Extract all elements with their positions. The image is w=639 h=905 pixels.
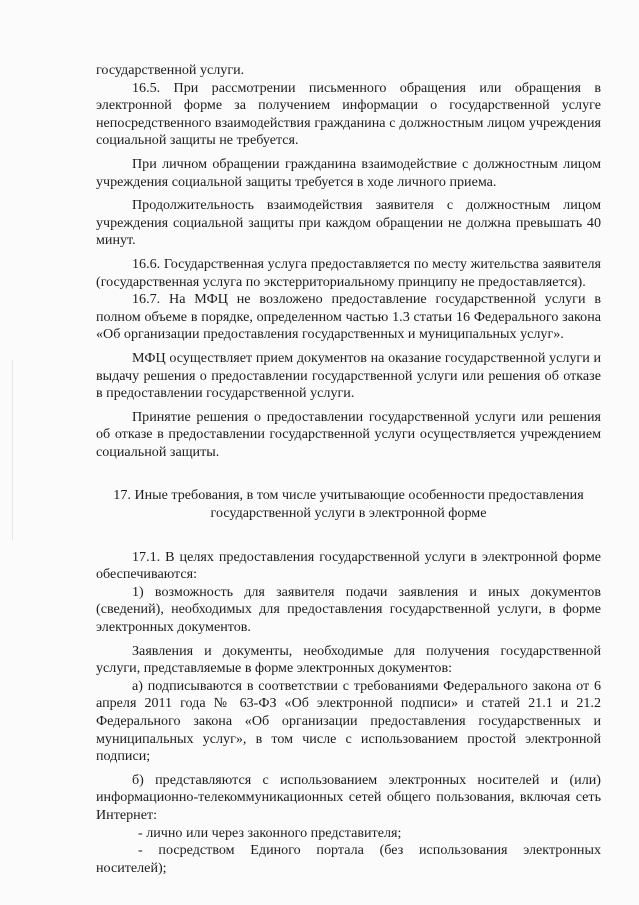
list-item-unified-portal: - посредством Единого портала (без использования электронных носителей); (96, 842, 601, 876)
paragraph-17-1-item-1: 1) возможность для заявителя подачи заявления и иных документов (сведений), необходимых для предоставления государственной услуги, в форме электронных документов. (96, 583, 601, 636)
list-item-in-person: - лично или через законного представителя; (138, 824, 402, 841)
paragraph-mfc-documents: МФЦ осуществляет прием документов на оказание государственной услуги и выдачу решения о предоставлении государственной услуги или решения об отказе в предоставлении государственной услуги. (96, 349, 601, 402)
paragraph-17-1: 17.1. В целях предоставления государственной услуги в электронной форме обеспечиваются: (96, 548, 601, 583)
paragraph-16-7: 16.7. На МФЦ не возложено предоставление государственной услуги в полном объеме в порядке, определенном частью 1.3 статьи 16 Федерального закона «Об организации предоставления государственных и муниципальных услуг». (96, 291, 601, 343)
paragraph-continuation: государственной услуги. (96, 62, 245, 78)
paragraph-decision: Принятие решения о предоставлении государственной услуги или решения об отказе в предоставлении государственной услуги осуществляется учреждением социальной защиты. (96, 408, 601, 460)
paragraph-item-b: б) представляются с использованием электронных носителей и (или) информационно-телекоммуникационных сетей общего пользования, включая сеть Интернет: (96, 771, 601, 823)
section-heading-17: 17. Иные требования, в том числе учитывающие особенности предоставления государственной услуги в электронной форме (113, 487, 584, 522)
scan-edge-mark (12, 360, 13, 540)
paragraph-16-6: 16.6. Государственная услуга предоставляется по месту жительства заявителя (государственная услуга по экстерриториальному принципу не предоставляется). (96, 255, 601, 290)
paragraph-16-5: 16.5. При рассмотрении письменного обращения или обращения в электронной форме за получением информации о государственной услуге непосредственного взаимодействия гражданина с должностным лицом учреждения социальной защиты не требуется. (96, 79, 601, 149)
paragraph-item-a: а) подписываются в соответствии с требованиями Федерального закона от 6 апреля 2011 года № 63-ФЗ «Об электронной подписи» и статей 21.1 и 21.2 Федерального закона «Об организации предоставления государственных и муниципальных услуг», в том числе с использованием простой электронной подписи; (96, 677, 601, 765)
paragraph-personal-appeal: При личном обращении гражданина взаимодействие с должностным лицом учреждения социальной защиты требуется в ходе личного приема. (96, 155, 601, 190)
paragraph-electronic-documents: Заявления и документы, необходимые для получения государственной услуги, представляемые в форме электронных документов: (96, 642, 601, 677)
paragraph-duration: Продолжительность взаимодействия заявителя с должностным лицом учреждения социальной защиты при каждом обращении не должна превышать 40 минут. (96, 197, 601, 249)
document-body (96, 62, 601, 877)
